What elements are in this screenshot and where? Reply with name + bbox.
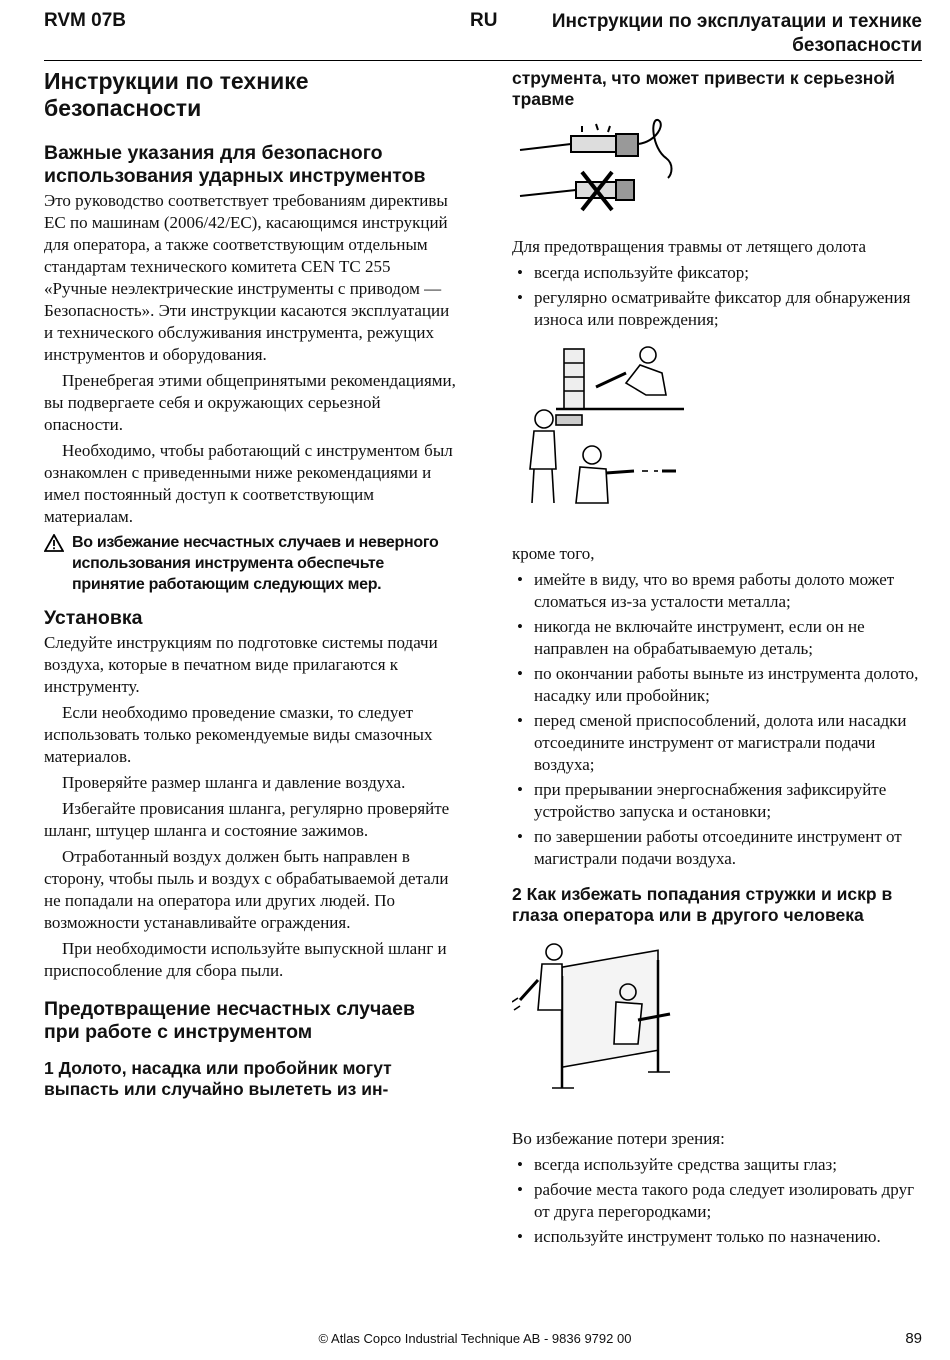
paragraph-danger: Пренебрегая этими общепринятыми рекомендациями, вы подвергаете себя и окружающих серьезной опасности.: [44, 371, 456, 434]
left-column: [44, 68, 456, 1102]
partition-illustration: [512, 940, 682, 1100]
paragraph-familiarity: Необходимо, чтобы работающий с инструментом был ознакомлен с приведенными ниже рекомендациями и имел постоянный доступ к соответствующим материалам.: [44, 441, 453, 526]
list-item: • всегда используйте средства защиты глаз;: [512, 1154, 924, 1176]
accident-prevention-heading: Предотвращение несчастных случаев при работе с инструментом: [44, 998, 415, 1043]
list-item: • регулярно осматривайте фиксатор для обнаружения износа или повреждения;: [512, 287, 924, 331]
paragraph-air-supply: Следуйте инструкциям по подготовке системы подачи воздуха, которые в печатном виде прилагаются к инструменту.: [44, 633, 438, 696]
paragraph-hose-check: Избегайте провисания шланга, регулярно проверяйте шланг, штуцер шланга и состояние зажимов.: [44, 799, 450, 840]
paragraph-hose-size: Проверяйте размер шланга и давление воздуха.: [62, 773, 406, 792]
retainer-tool-illustration: [516, 118, 686, 218]
chisel-hazard-heading-continued: струмента, что может привести к серьезной травме: [512, 68, 895, 109]
header-title: Инструкции по эксплуатации и технике безопасности: [551, 11, 922, 56]
paragraph-exhaust: Отработанный воздух должен быть направлен в сторону, чтобы пыль и воздух с обрабатываемой детали не попадали на оператора или других людей. По возможности устанавливайте ограждения.: [44, 847, 449, 932]
paragraph-flying-chisel: Для предотвращения травмы от летящего долота: [512, 237, 867, 256]
section-title: Инструкции по технике безопасности: [44, 68, 309, 121]
list-item: • всегда используйте фиксатор;: [512, 262, 924, 284]
header-language: RU: [470, 10, 498, 31]
eye-safety-list: [512, 1154, 924, 1248]
list-item: • при прерывании энергоснабжения зафиксируйте устройство запуска и остановки;: [512, 779, 924, 823]
list-item: • рабочие места такого рода следует изолировать друг от друга перегородками;: [512, 1179, 924, 1223]
retainer-list: [512, 262, 924, 331]
page-number: 89: [905, 1330, 922, 1347]
eye-protection-heading: 2 Как избежать попадания стружки и искр в глаза оператора или в другого человека: [512, 884, 893, 925]
important-notes-heading: Важные указания для безопасного использования ударных инструментов: [44, 142, 426, 187]
footer-copyright: © Atlas Copco Industrial Technique AB - 9836 9792 00: [318, 1331, 632, 1346]
list-item: • никогда не включайте инструмент, если он не направлен на обрабатываемую деталь;: [512, 616, 924, 660]
paragraph-directive: Это руководство соответствует требованиям директивы ЕС по машинам (2006/42/EC), касающимся инструкций для оператора, а также соответствующим отдельным стандартам технического комитета CEN TC 255 «Ручные неэлектрические инструменты с приводом — Безопасность». Эти инструкции касаются эксплуатации и технического обслуживания инструмента, режущих инструментов и оборудования.: [44, 191, 450, 364]
precautions-list: [512, 569, 924, 870]
installation-heading: Установка: [44, 607, 143, 629]
header-divider: [44, 60, 922, 61]
list-item: • используйте инструмент только по назначению.: [512, 1226, 924, 1248]
paragraph-dust: При необходимости используйте выпускной шланг и приспособление для сбора пыли.: [44, 939, 447, 980]
warning-block: [44, 532, 456, 595]
list-item: • перед сменой приспособлений, долота или насадки отсоедините инструмент от магистрали подачи воздуха;: [512, 710, 924, 776]
list-item: • имейте в виду, что во время работы долото может сломаться из-за усталости металла;: [512, 569, 924, 613]
paragraph-eye-loss: Во избежание потери зрения:: [512, 1129, 725, 1148]
list-item: • по завершении работы отсоедините инструмент от магистрали подачи воздуха.: [512, 826, 924, 870]
paragraph-lubrication: Если необходимо проведение смазки, то следует использовать только рекомендуемые виды смазочных материалов.: [44, 703, 433, 766]
right-column: [512, 68, 924, 1252]
chisel-hazard-heading: 1 Долото, насадка или пробойник могут выпасть или случайно вылететь из ин-: [44, 1058, 392, 1099]
warning-triangle-icon: [44, 532, 64, 552]
warning-text: Во избежание несчастных случаев и неверного использования инструмента обеспечьте принятие работающим следующих мер.: [72, 534, 439, 593]
header-model: RVM 07B: [44, 10, 127, 31]
list-item: • по окончании работы выньте из инструмента долото, насадку или пробойник;: [512, 663, 924, 707]
workers-illustration: [516, 343, 686, 513]
paragraph-additionally: кроме того,: [512, 544, 595, 563]
